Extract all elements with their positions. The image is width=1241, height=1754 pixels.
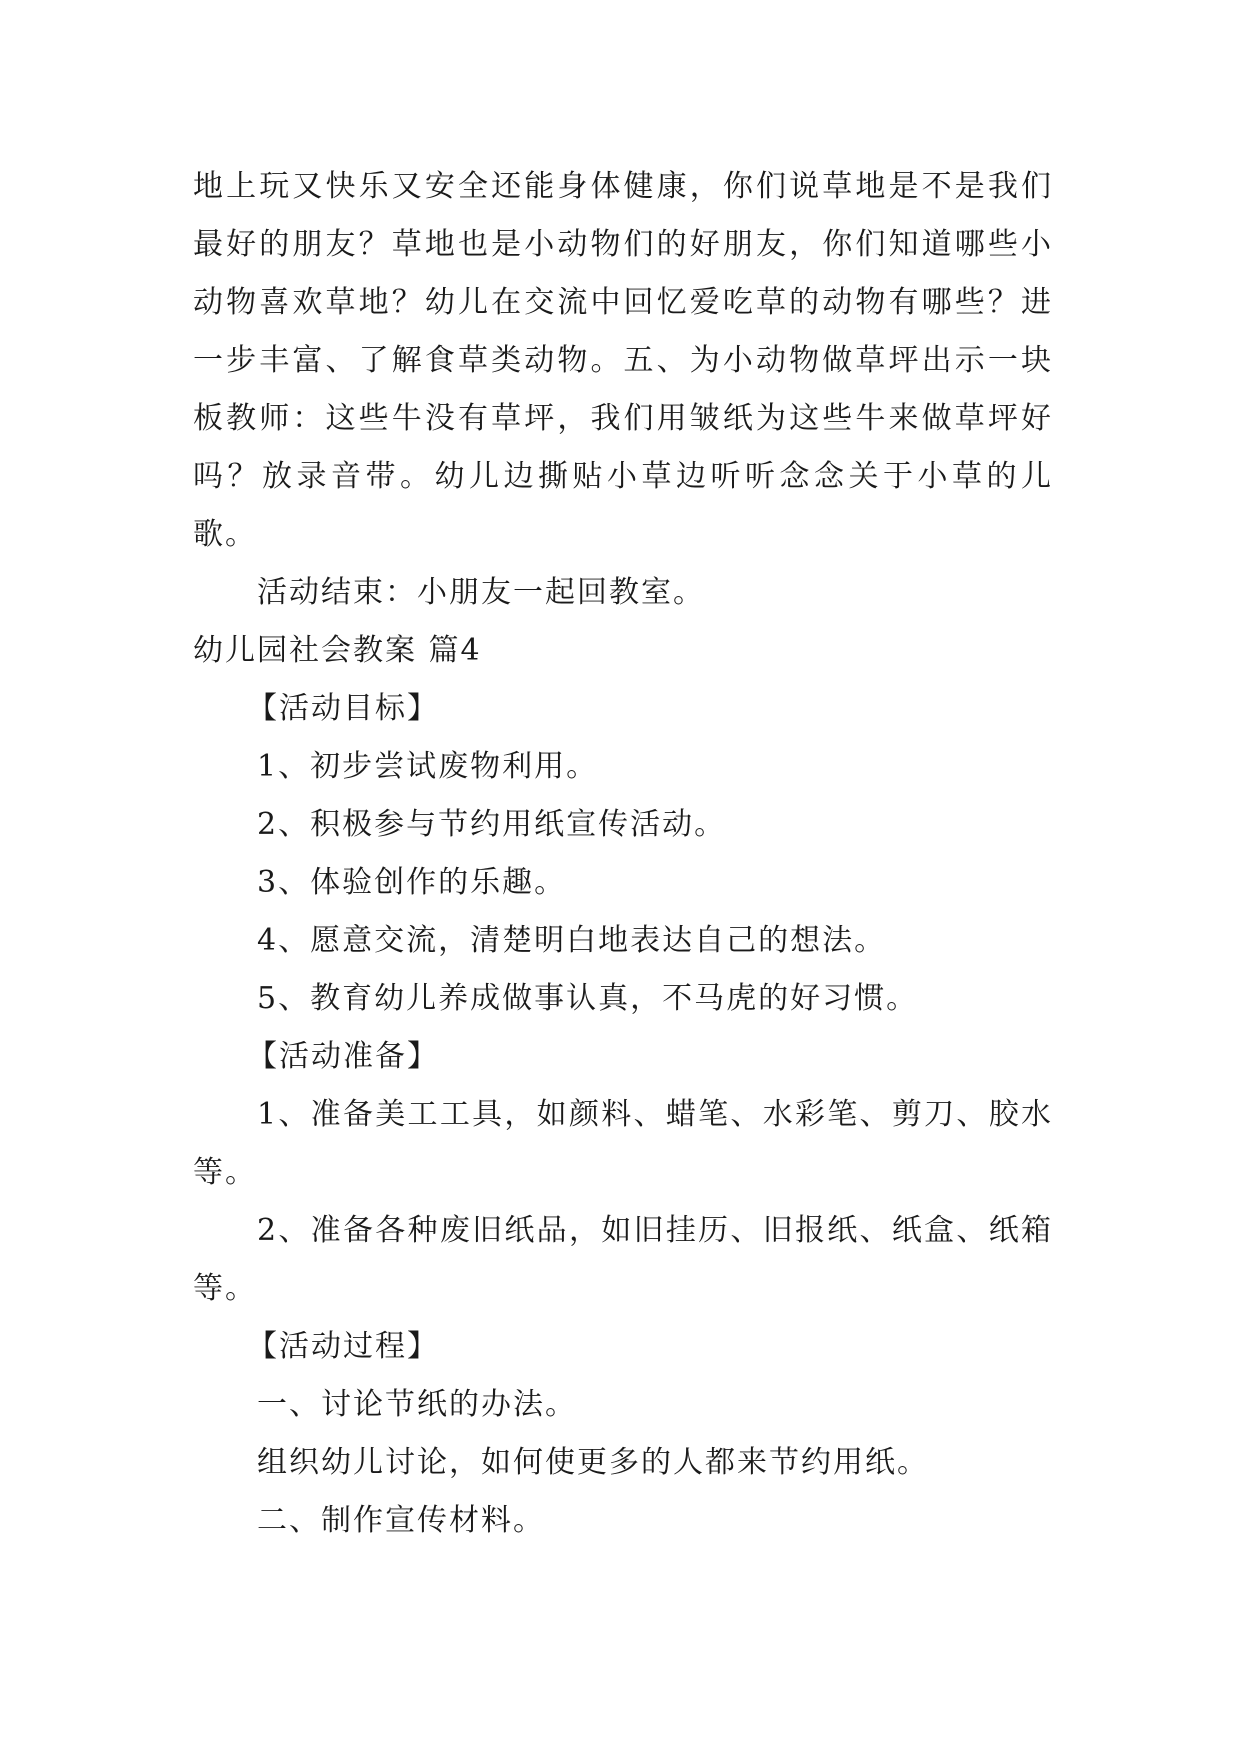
process-step-1: 一、讨论节纸的办法。 bbox=[257, 1387, 577, 1422]
document-page bbox=[193, 158, 1053, 1550]
goal-heading: 【活动目标】 bbox=[247, 691, 439, 726]
goal-item-2: 2、积极参与节约用纸宣传活动。 bbox=[257, 807, 727, 842]
prep-item-1: 1、准备美工工具，如颜料、蜡笔、水彩笔、剪刀、胶水等。 bbox=[193, 1097, 1053, 1190]
section-title: 幼儿园社会教案 篇4 bbox=[193, 633, 482, 668]
process-heading: 【活动过程】 bbox=[247, 1329, 439, 1364]
goal-item-5: 5、教育幼儿养成做事认真，不马虎的好习惯。 bbox=[257, 981, 919, 1016]
goal-item-4: 4、愿意交流，清楚明白地表达自己的想法。 bbox=[257, 923, 887, 958]
body-paragraph: 地上玩又快乐又安全还能身体健康，你们说草地是不是我们最好的朋友？草地也是小动物们的好朋友，你们知道哪些小动物喜欢草地？幼儿在交流中回忆爱吃草的动物有哪些？进一步丰富、了解食草类动物。五、为小动物做草坪出示一块板教师：这些牛没有草坪，我们用皱纸为这些牛来做草坪好吗？放录音带。幼儿边撕贴小草边听听念念关于小草的儿歌。 bbox=[193, 169, 1053, 552]
goal-item-3: 3、体验创作的乐趣。 bbox=[257, 865, 567, 900]
process-step-1-desc: 组织幼儿讨论，如何使更多的人都来节约用纸。 bbox=[257, 1445, 929, 1480]
process-step-2: 二、制作宣传材料。 bbox=[257, 1503, 545, 1538]
prep-heading: 【活动准备】 bbox=[247, 1039, 439, 1074]
activity-end-paragraph: 活动结束：小朋友一起回教室。 bbox=[257, 575, 705, 610]
goal-item-1: 1、初步尝试废物利用。 bbox=[257, 749, 599, 784]
prep-item-2: 2、准备各种废旧纸品，如旧挂历、旧报纸、纸盒、纸箱等。 bbox=[193, 1213, 1053, 1306]
